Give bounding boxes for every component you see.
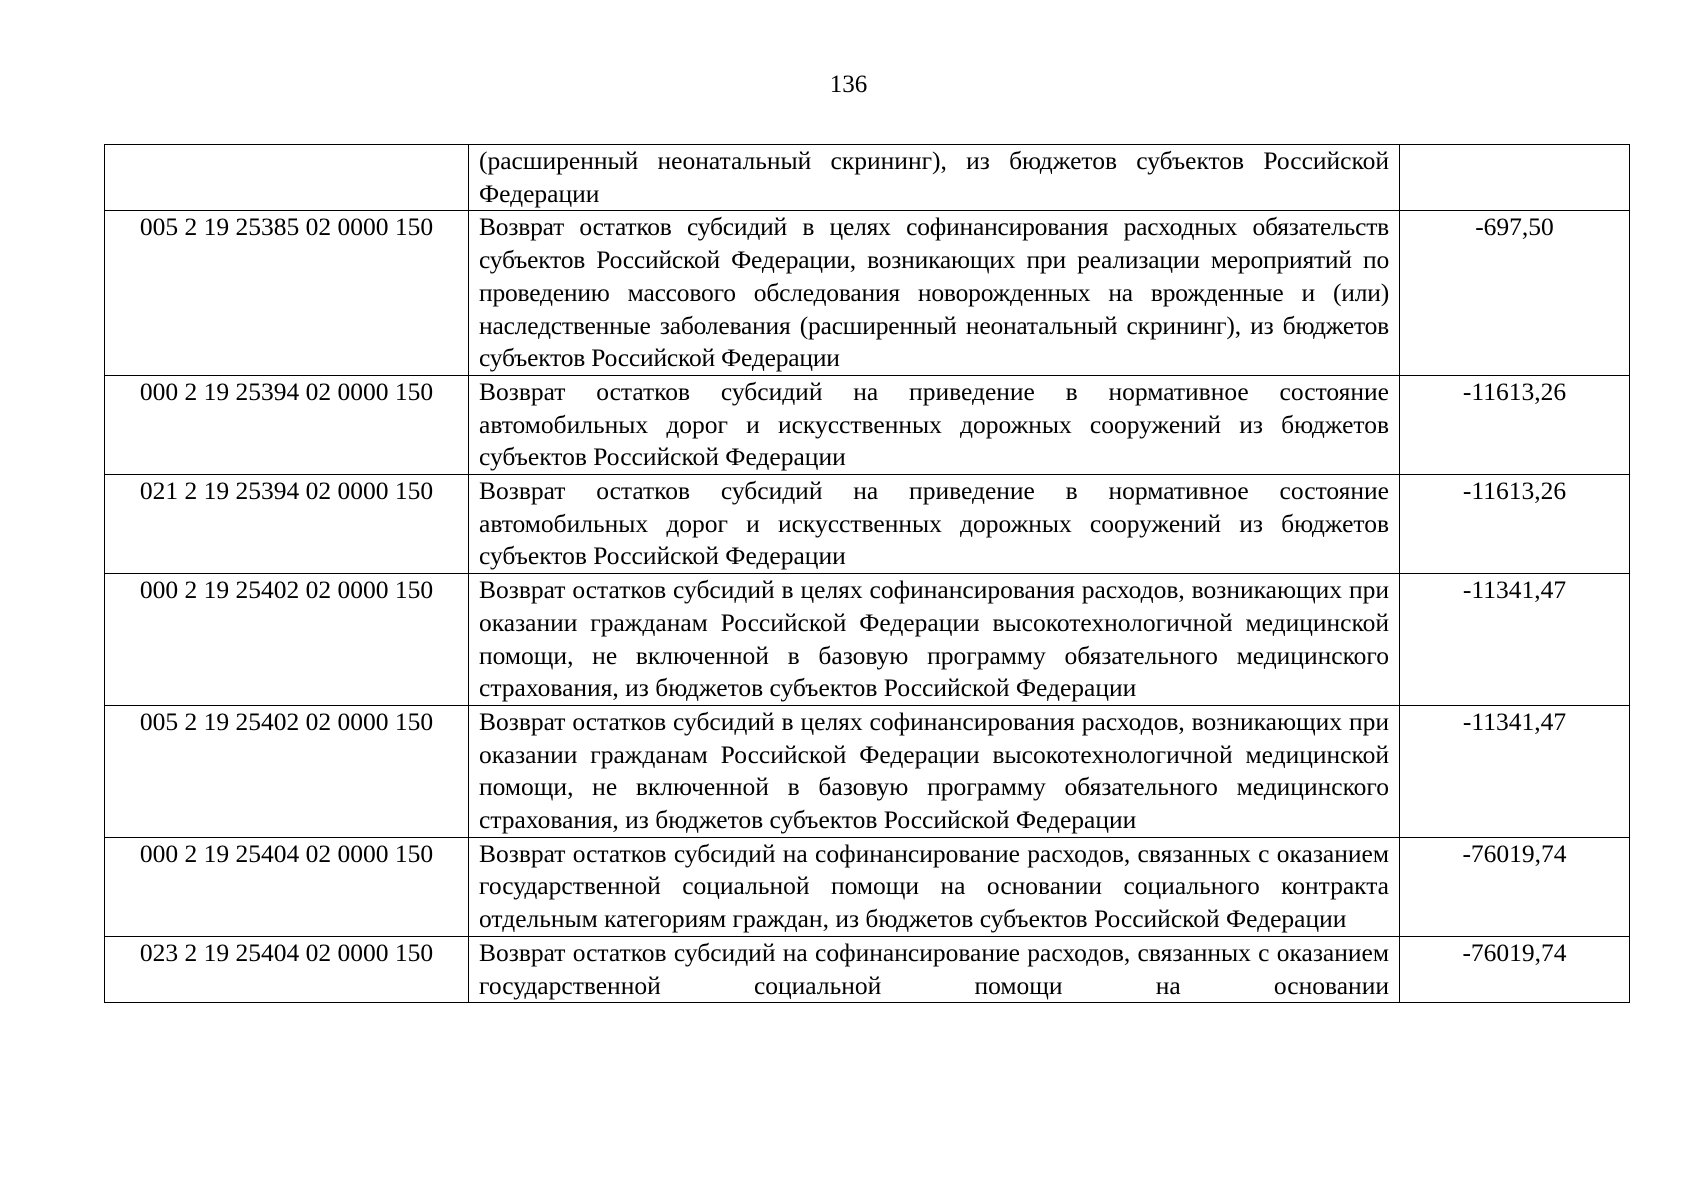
table-row bbox=[105, 475, 1630, 574]
page-number: 136 bbox=[829, 71, 868, 98]
row-amount: -11613,26 bbox=[1400, 375, 1630, 474]
row-code: 000 2 19 25404 02 0000 150 bbox=[105, 837, 469, 936]
row-description: Возврат остатков субсидий в целях софинансирования расходов, возникающих при оказании гражданам Российской Федерации высокотехнологичной медицинской помощи, не включенной в базовую программу обязательного медицинского страхования, из бюджетов субъектов Российской Федерации bbox=[469, 574, 1400, 706]
row-amount: -11613,26 bbox=[1400, 475, 1630, 574]
row-description: Возврат остатков субсидий в целях софинансирования расходных обязательств субъектов Российской Федерации, возникающих при реализации мероприятий по проведению массового обследования новорожденных на врожденные и (или) наследственные заболевания (расширенный неонатальный скрининг), из бюджетов субъектов Российской Федерации bbox=[469, 211, 1400, 376]
table-row bbox=[105, 936, 1630, 1002]
table-row bbox=[105, 145, 1630, 211]
row-amount bbox=[1400, 145, 1630, 211]
row-code bbox=[105, 145, 469, 211]
row-code: 021 2 19 25394 02 0000 150 bbox=[105, 475, 469, 574]
table-row bbox=[105, 574, 1630, 706]
row-code: 023 2 19 25404 02 0000 150 bbox=[105, 936, 469, 1002]
row-amount: -76019,74 bbox=[1400, 837, 1630, 936]
table-row bbox=[105, 375, 1630, 474]
row-amount: -11341,47 bbox=[1400, 705, 1630, 837]
row-description: Возврат остатков субсидий на софинансирование расходов, связанных с оказанием государственной социальной помощи на основании социального контракта отдельным категориям граждан, из бюджетов субъектов Российской Федерации bbox=[469, 837, 1400, 936]
table-row bbox=[105, 837, 1630, 936]
table-row bbox=[105, 705, 1630, 837]
table-row bbox=[105, 211, 1630, 376]
row-amount: -697,50 bbox=[1400, 211, 1630, 376]
row-code: 000 2 19 25394 02 0000 150 bbox=[105, 375, 469, 474]
row-description: Возврат остатков субсидий на приведение в нормативное состояние автомобильных дорог и искусственных дорожных сооружений из бюджетов субъектов Российской Федерации bbox=[469, 475, 1400, 574]
row-description: Возврат остатков субсидий на приведение в нормативное состояние автомобильных дорог и искусственных дорожных сооружений из бюджетов субъектов Российской Федерации bbox=[469, 375, 1400, 474]
budget-table bbox=[104, 144, 1630, 1003]
row-code: 005 2 19 25402 02 0000 150 bbox=[105, 705, 469, 837]
row-description: Возврат остатков субсидий в целях софинансирования расходов, возникающих при оказании гражданам Российской Федерации высокотехнологичной медицинской помощи, не включенной в базовую программу обязательного медицинского страхования, из бюджетов субъектов Российской Федерации bbox=[469, 705, 1400, 837]
row-code: 000 2 19 25402 02 0000 150 bbox=[105, 574, 469, 706]
row-code: 005 2 19 25385 02 0000 150 bbox=[105, 211, 469, 376]
row-description: (расширенный неонатальный скрининг), из бюджетов субъектов Российской Федерации bbox=[469, 145, 1400, 211]
row-amount: -76019,74 bbox=[1400, 936, 1630, 1002]
row-description: Возврат остатков субсидий на софинансирование расходов, связанных с оказанием государственной социальной помощи на основании bbox=[469, 936, 1400, 1002]
row-amount: -11341,47 bbox=[1400, 574, 1630, 706]
